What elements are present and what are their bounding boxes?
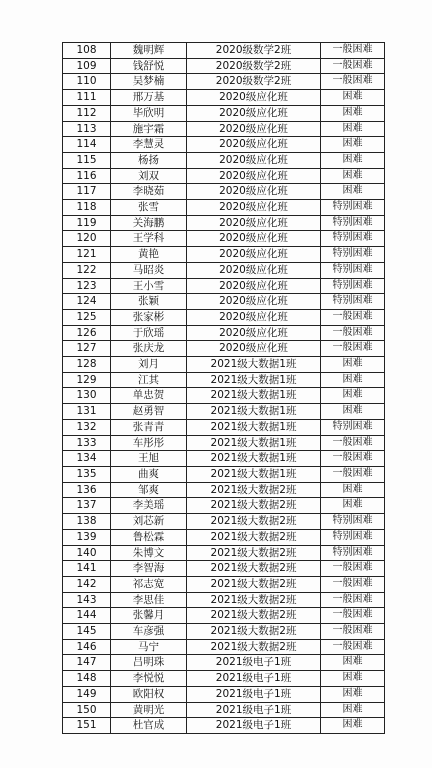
class-name: 2021级大数据1班 xyxy=(187,419,321,435)
class-name: 2020级数学2班 xyxy=(187,74,321,90)
row-number: 108 xyxy=(63,43,111,59)
student-name: 王小雪 xyxy=(111,278,187,294)
student-name: 朱博文 xyxy=(111,545,187,561)
row-number: 145 xyxy=(63,624,111,640)
table-row xyxy=(63,419,385,435)
difficulty-level: 特别困难 xyxy=(321,545,385,561)
table-row xyxy=(63,514,385,530)
student-name: 祁志宽 xyxy=(111,576,187,592)
class-name: 2021级电子1班 xyxy=(187,702,321,718)
table-row xyxy=(63,184,385,200)
table-row xyxy=(63,105,385,121)
class-name: 2021级大数据1班 xyxy=(187,388,321,404)
row-number: 117 xyxy=(63,184,111,200)
difficulty-level: 特别困难 xyxy=(321,200,385,216)
student-name: 刘芯新 xyxy=(111,514,187,530)
difficulty-level: 困难 xyxy=(321,655,385,671)
student-name: 关海鹏 xyxy=(111,215,187,231)
class-name: 2021级大数据2班 xyxy=(187,639,321,655)
row-number: 110 xyxy=(63,74,111,90)
row-number: 151 xyxy=(63,718,111,734)
class-name: 2021级大数据2班 xyxy=(187,561,321,577)
student-name: 于欣瑶 xyxy=(111,325,187,341)
student-name: 赵勇智 xyxy=(111,404,187,420)
table-row xyxy=(63,294,385,310)
row-number: 130 xyxy=(63,388,111,404)
difficulty-level: 困难 xyxy=(321,498,385,514)
row-number: 126 xyxy=(63,325,111,341)
class-name: 2021级电子1班 xyxy=(187,718,321,734)
difficulty-level: 特别困难 xyxy=(321,514,385,530)
class-name: 2021级大数据1班 xyxy=(187,466,321,482)
table-row xyxy=(63,592,385,608)
class-name: 2021级大数据1班 xyxy=(187,451,321,467)
class-name: 2021级大数据2班 xyxy=(187,608,321,624)
table-row xyxy=(63,545,385,561)
row-number: 127 xyxy=(63,341,111,357)
class-name: 2021级大数据2班 xyxy=(187,514,321,530)
student-name: 张家彬 xyxy=(111,309,187,325)
student-name: 黄明光 xyxy=(111,702,187,718)
student-name: 李晓茹 xyxy=(111,184,187,200)
difficulty-level: 特别困难 xyxy=(321,262,385,278)
row-number: 112 xyxy=(63,105,111,121)
class-name: 2021级大数据2班 xyxy=(187,529,321,545)
class-name: 2020级应化班 xyxy=(187,121,321,137)
student-name: 施宇霜 xyxy=(111,121,187,137)
table-row xyxy=(63,372,385,388)
difficulty-level: 一般困难 xyxy=(321,608,385,624)
difficulty-level: 一般困难 xyxy=(321,561,385,577)
table-row xyxy=(63,278,385,294)
table-row xyxy=(63,529,385,545)
class-name: 2021级大数据1班 xyxy=(187,435,321,451)
row-number: 150 xyxy=(63,702,111,718)
class-name: 2020级应化班 xyxy=(187,325,321,341)
row-number: 119 xyxy=(63,215,111,231)
student-name: 张雪 xyxy=(111,200,187,216)
difficulty-level: 困难 xyxy=(321,404,385,420)
student-name: 邹爽 xyxy=(111,482,187,498)
student-name: 李悦悦 xyxy=(111,671,187,687)
difficulty-level: 一般困难 xyxy=(321,451,385,467)
difficulty-level: 特别困难 xyxy=(321,529,385,545)
class-name: 2020级应化班 xyxy=(187,105,321,121)
table-row xyxy=(63,137,385,153)
difficulty-level: 一般困难 xyxy=(321,325,385,341)
row-number: 131 xyxy=(63,404,111,420)
student-list-table xyxy=(62,42,385,734)
class-name: 2021级大数据2班 xyxy=(187,576,321,592)
difficulty-level: 一般困难 xyxy=(321,592,385,608)
student-name: 张馨月 xyxy=(111,608,187,624)
class-name: 2020级数学2班 xyxy=(187,58,321,74)
class-name: 2021级大数据2班 xyxy=(187,545,321,561)
student-name: 欧阳权 xyxy=(111,686,187,702)
row-number: 133 xyxy=(63,435,111,451)
difficulty-level: 困难 xyxy=(321,671,385,687)
student-name: 鲁松霖 xyxy=(111,529,187,545)
row-number: 134 xyxy=(63,451,111,467)
table-row xyxy=(63,576,385,592)
table-row xyxy=(63,341,385,357)
row-number: 120 xyxy=(63,231,111,247)
row-number: 115 xyxy=(63,152,111,168)
class-name: 2020级应化班 xyxy=(187,215,321,231)
difficulty-level: 困难 xyxy=(321,184,385,200)
row-number: 113 xyxy=(63,121,111,137)
difficulty-level: 一般困难 xyxy=(321,43,385,59)
row-number: 149 xyxy=(63,686,111,702)
class-name: 2020级应化班 xyxy=(187,152,321,168)
difficulty-level: 困难 xyxy=(321,388,385,404)
difficulty-level: 一般困难 xyxy=(321,341,385,357)
student-name: 曲爽 xyxy=(111,466,187,482)
class-name: 2021级电子1班 xyxy=(187,686,321,702)
student-name: 魏明辉 xyxy=(111,43,187,59)
row-number: 111 xyxy=(63,90,111,106)
class-name: 2021级电子1班 xyxy=(187,671,321,687)
table-row xyxy=(63,482,385,498)
class-name: 2020级应化班 xyxy=(187,247,321,263)
row-number: 128 xyxy=(63,357,111,373)
table-row xyxy=(63,561,385,577)
difficulty-level: 困难 xyxy=(321,702,385,718)
row-number: 114 xyxy=(63,137,111,153)
class-name: 2020级应化班 xyxy=(187,294,321,310)
difficulty-level: 困难 xyxy=(321,137,385,153)
table-row xyxy=(63,215,385,231)
row-number: 147 xyxy=(63,655,111,671)
row-number: 146 xyxy=(63,639,111,655)
table-row xyxy=(63,200,385,216)
table-row xyxy=(63,608,385,624)
row-number: 132 xyxy=(63,419,111,435)
row-number: 124 xyxy=(63,294,111,310)
class-name: 2021级大数据2班 xyxy=(187,498,321,514)
table-row xyxy=(63,309,385,325)
difficulty-level: 困难 xyxy=(321,152,385,168)
class-name: 2020级数学2班 xyxy=(187,43,321,59)
table-row xyxy=(63,168,385,184)
class-name: 2020级应化班 xyxy=(187,168,321,184)
table-row xyxy=(63,686,385,702)
table-row xyxy=(63,466,385,482)
class-name: 2021级大数据1班 xyxy=(187,372,321,388)
student-name: 李智海 xyxy=(111,561,187,577)
student-name: 杨扬 xyxy=(111,152,187,168)
difficulty-level: 困难 xyxy=(321,168,385,184)
table-row xyxy=(63,357,385,373)
table-body xyxy=(63,43,385,734)
row-number: 129 xyxy=(63,372,111,388)
table-row xyxy=(63,152,385,168)
class-name: 2020级应化班 xyxy=(187,309,321,325)
difficulty-level: 一般困难 xyxy=(321,576,385,592)
table-row xyxy=(63,451,385,467)
class-name: 2020级应化班 xyxy=(187,200,321,216)
class-name: 2021级大数据1班 xyxy=(187,404,321,420)
row-number: 142 xyxy=(63,576,111,592)
class-name: 2021级大数据2班 xyxy=(187,482,321,498)
row-number: 138 xyxy=(63,514,111,530)
table-row xyxy=(63,624,385,640)
row-number: 125 xyxy=(63,309,111,325)
table-row xyxy=(63,325,385,341)
student-name: 李慧灵 xyxy=(111,137,187,153)
difficulty-level: 一般困难 xyxy=(321,74,385,90)
student-name: 毕欣明 xyxy=(111,105,187,121)
student-name: 吴梦楠 xyxy=(111,74,187,90)
student-name: 江其 xyxy=(111,372,187,388)
student-name: 张青青 xyxy=(111,419,187,435)
class-name: 2020级应化班 xyxy=(187,278,321,294)
table-row xyxy=(63,404,385,420)
class-name: 2021级大数据1班 xyxy=(187,357,321,373)
student-name: 车彦强 xyxy=(111,624,187,640)
student-name: 王旭 xyxy=(111,451,187,467)
table-row xyxy=(63,58,385,74)
table-row xyxy=(63,388,385,404)
student-name: 吕明珠 xyxy=(111,655,187,671)
difficulty-level: 特别困难 xyxy=(321,215,385,231)
table-row xyxy=(63,90,385,106)
difficulty-level: 困难 xyxy=(321,686,385,702)
table-row xyxy=(63,639,385,655)
class-name: 2021级大数据2班 xyxy=(187,624,321,640)
difficulty-level: 一般困难 xyxy=(321,466,385,482)
class-name: 2020级应化班 xyxy=(187,341,321,357)
row-number: 143 xyxy=(63,592,111,608)
difficulty-level: 困难 xyxy=(321,90,385,106)
row-number: 137 xyxy=(63,498,111,514)
table-row xyxy=(63,247,385,263)
table-row xyxy=(63,231,385,247)
table-row xyxy=(63,43,385,59)
difficulty-level: 一般困难 xyxy=(321,639,385,655)
difficulty-level: 一般困难 xyxy=(321,58,385,74)
student-name: 单忠贺 xyxy=(111,388,187,404)
class-name: 2020级应化班 xyxy=(187,184,321,200)
row-number: 136 xyxy=(63,482,111,498)
class-name: 2021级电子1班 xyxy=(187,655,321,671)
difficulty-level: 困难 xyxy=(321,482,385,498)
row-number: 141 xyxy=(63,561,111,577)
student-name: 马宁 xyxy=(111,639,187,655)
student-name: 刘双 xyxy=(111,168,187,184)
student-name: 邢万基 xyxy=(111,90,187,106)
student-name: 马昭炎 xyxy=(111,262,187,278)
row-number: 148 xyxy=(63,671,111,687)
student-name: 车彤彤 xyxy=(111,435,187,451)
difficulty-level: 困难 xyxy=(321,372,385,388)
student-name: 杜官成 xyxy=(111,718,187,734)
table-row xyxy=(63,121,385,137)
row-number: 118 xyxy=(63,200,111,216)
difficulty-level: 一般困难 xyxy=(321,435,385,451)
table-row xyxy=(63,655,385,671)
row-number: 140 xyxy=(63,545,111,561)
difficulty-level: 困难 xyxy=(321,357,385,373)
class-name: 2020级应化班 xyxy=(187,90,321,106)
table-row xyxy=(63,702,385,718)
difficulty-level: 一般困难 xyxy=(321,624,385,640)
class-name: 2020级应化班 xyxy=(187,262,321,278)
difficulty-level: 困难 xyxy=(321,105,385,121)
difficulty-level: 特别困难 xyxy=(321,278,385,294)
difficulty-level: 特别困难 xyxy=(321,294,385,310)
student-name: 黄艳 xyxy=(111,247,187,263)
student-name: 李思佳 xyxy=(111,592,187,608)
class-name: 2020级应化班 xyxy=(187,231,321,247)
difficulty-level: 特别困难 xyxy=(321,247,385,263)
difficulty-level: 困难 xyxy=(321,718,385,734)
table-row xyxy=(63,671,385,687)
student-name: 王学科 xyxy=(111,231,187,247)
difficulty-level: 一般困难 xyxy=(321,309,385,325)
student-name: 张庆龙 xyxy=(111,341,187,357)
table-row xyxy=(63,718,385,734)
student-name: 李美瑶 xyxy=(111,498,187,514)
table-row xyxy=(63,262,385,278)
student-name: 张颖 xyxy=(111,294,187,310)
row-number: 144 xyxy=(63,608,111,624)
row-number: 121 xyxy=(63,247,111,263)
class-name: 2021级大数据2班 xyxy=(187,592,321,608)
difficulty-level: 特别困难 xyxy=(321,419,385,435)
row-number: 116 xyxy=(63,168,111,184)
table-row xyxy=(63,435,385,451)
table-row xyxy=(63,498,385,514)
student-name: 钱舒悦 xyxy=(111,58,187,74)
difficulty-level: 困难 xyxy=(321,121,385,137)
table-row xyxy=(63,74,385,90)
row-number: 123 xyxy=(63,278,111,294)
difficulty-level: 特别困难 xyxy=(321,231,385,247)
row-number: 109 xyxy=(63,58,111,74)
class-name: 2020级应化班 xyxy=(187,137,321,153)
student-name: 刘月 xyxy=(111,357,187,373)
row-number: 122 xyxy=(63,262,111,278)
row-number: 139 xyxy=(63,529,111,545)
row-number: 135 xyxy=(63,466,111,482)
